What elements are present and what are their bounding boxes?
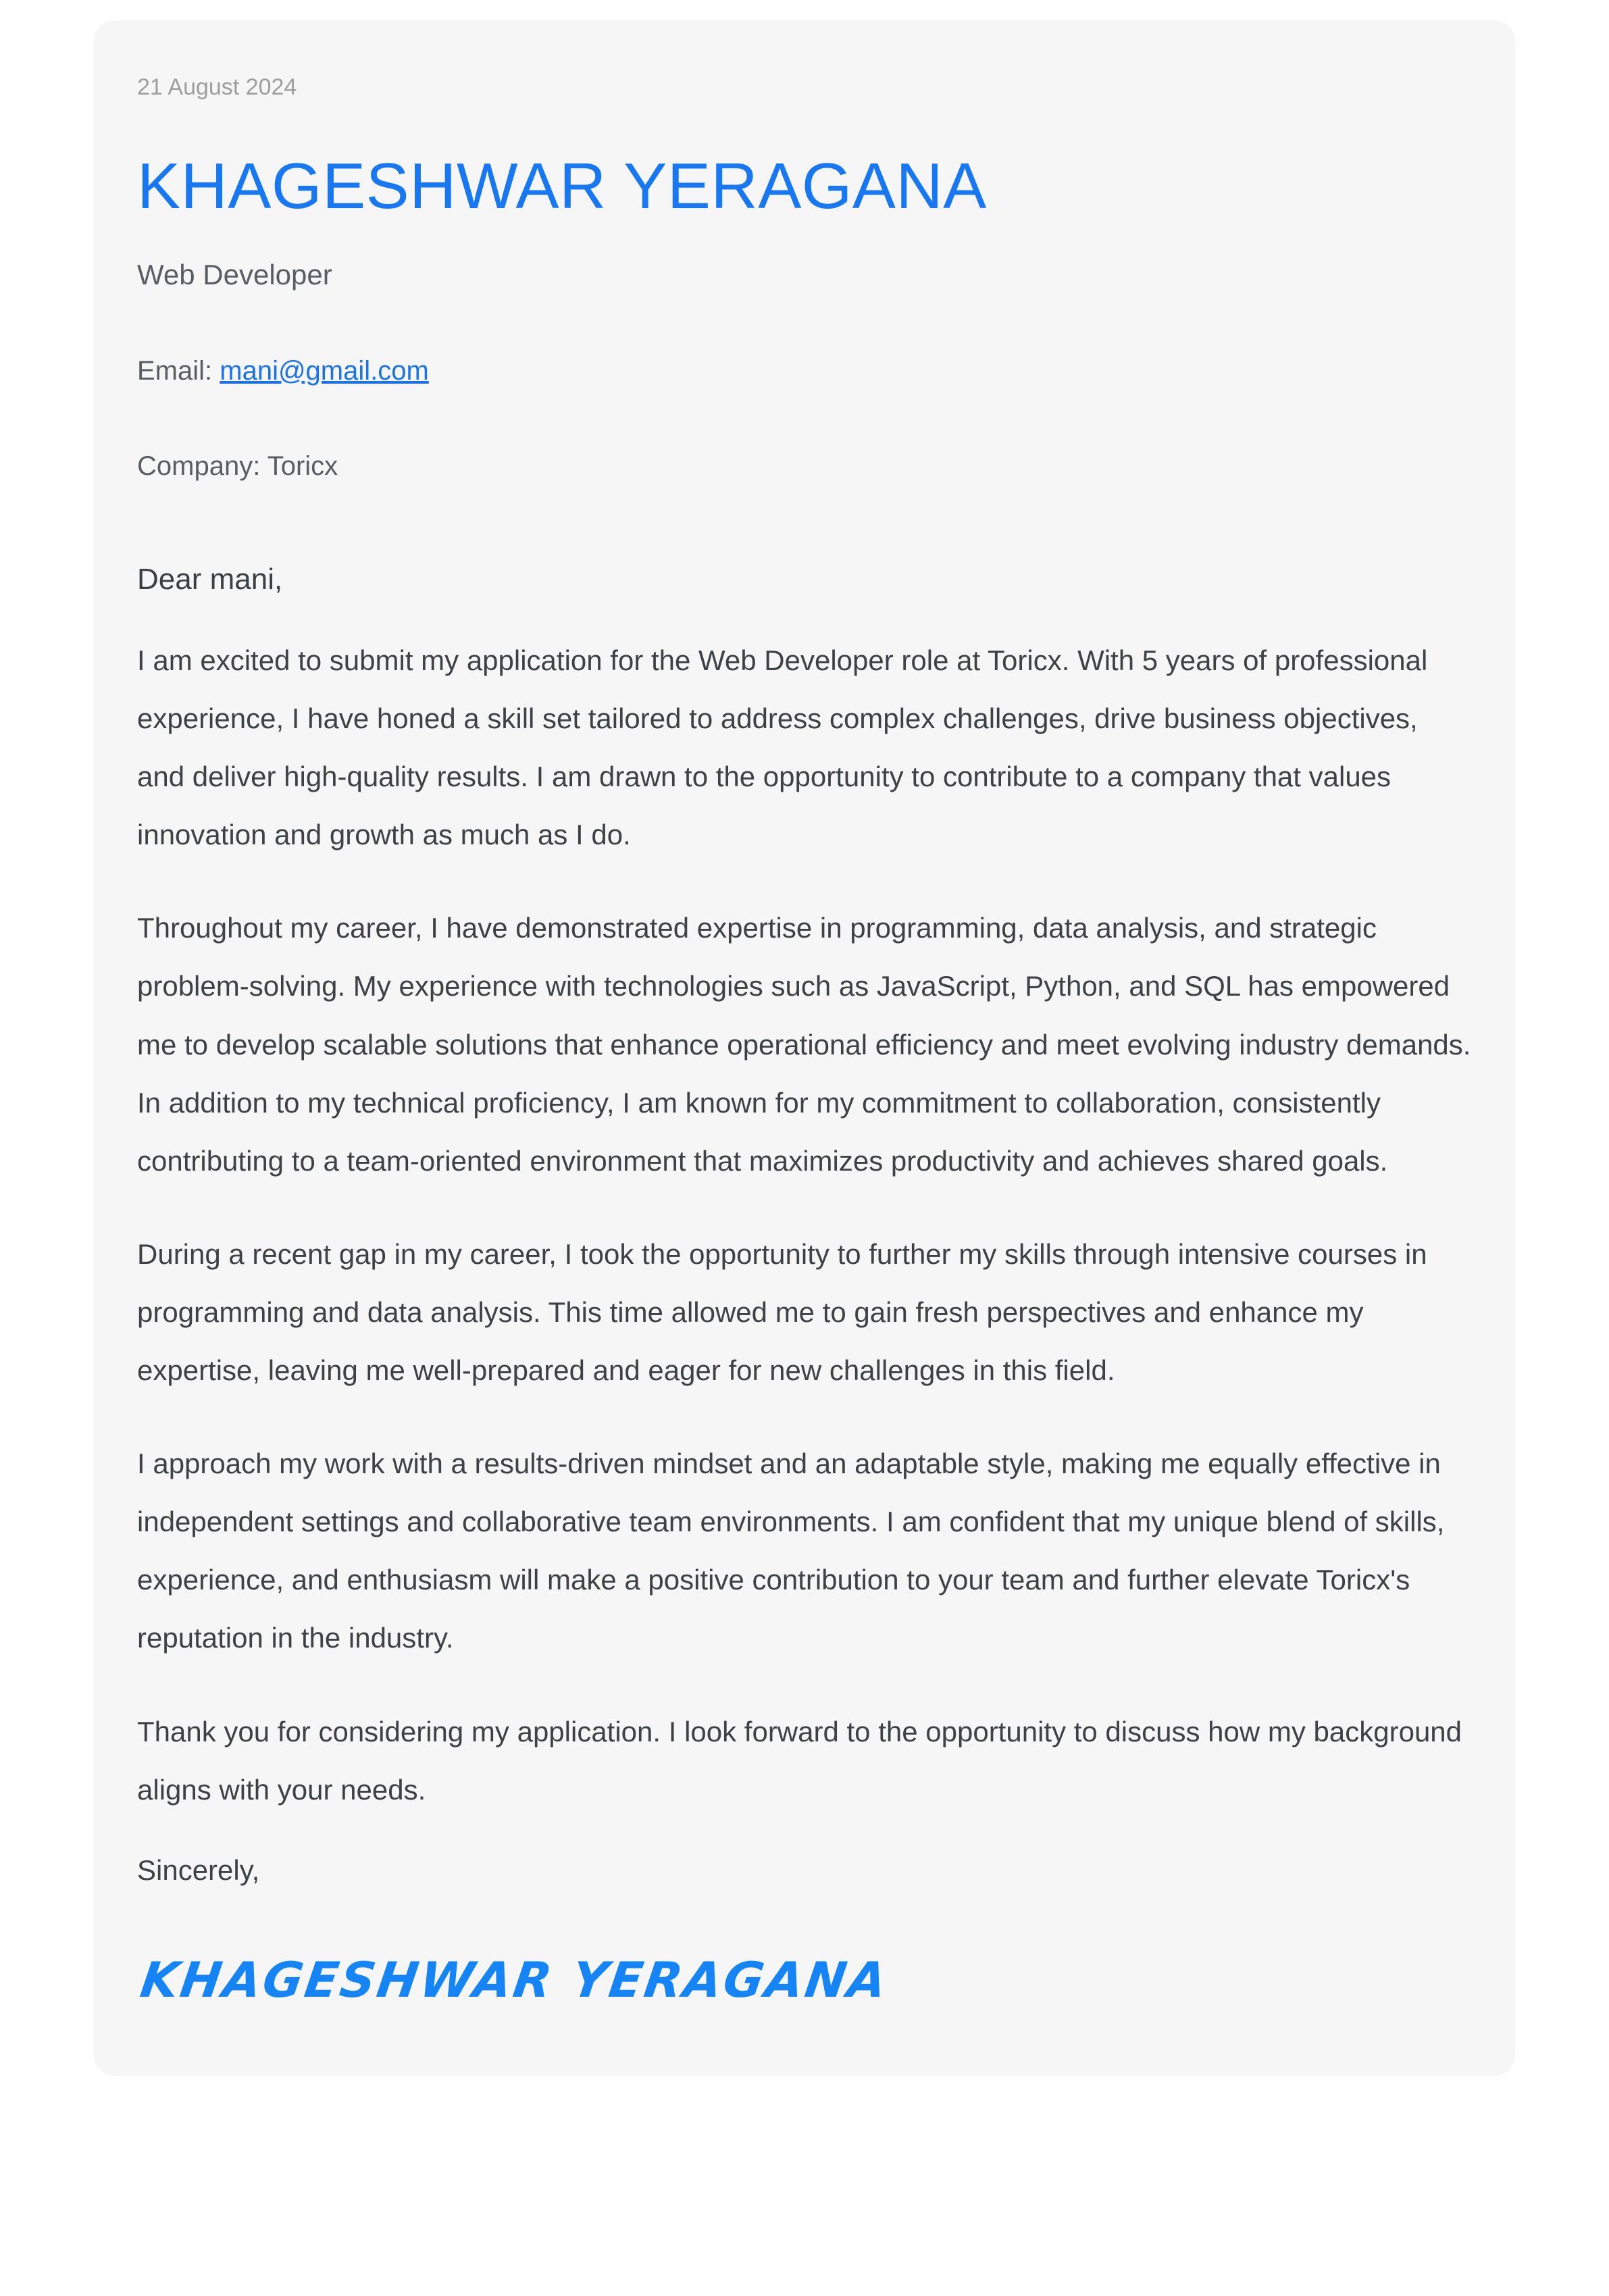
- email-label: Email:: [137, 356, 220, 386]
- signature: KHAGESHWAR YERAGANA: [137, 1951, 892, 2008]
- letter-paragraph: During a recent gap in my career, I took the opportunity to further my skills through intensive courses in programming and data analysis. This time allowed me to gain fresh perspectives and enhance my expertise, leaving me well-prepared and eager for new challenges in this field.: [137, 1238, 1427, 1387]
- role-subtitle: Web Developer: [137, 259, 332, 290]
- letter-paragraph: I am excited to submit my application for the Web Developer role at Toricx. With 5 years of professional experience, I have honed a skill set tailored to address complex challenges, drive business objectives, and deliver high-quality results. I am drawn to the opportunity to contribute to a company that values innovation and growth as much as I do.: [137, 644, 1428, 851]
- page: [0, 20, 1609, 2296]
- salutation: Dear mani,: [137, 563, 283, 596]
- company-name: Toricx: [267, 451, 338, 481]
- letter-paragraph: Thank you for considering my application. I look forward to the opportunity to discuss how my background aligns with your needs.: [137, 1715, 1462, 1806]
- company-line: [137, 451, 1472, 482]
- letter-paragraph: Throughout my career, I have demonstrated expertise in programming, data analysis, and strategic problem-solving. My experience with technologies such as JavaScript, Python, and SQL has empowered me to develop scalable solutions that enhance operational efficiency and meet evolving industry demands. In addition to my technical proficiency, I am known for my commitment to collaboration, consistently contributing to a team-oriented environment that maximizes productivity and achieves shared goals.: [137, 912, 1471, 1177]
- email-line: [137, 356, 1472, 386]
- letter-paragraph: I approach my work with a results-driven mindset and an adaptable style, making me equally effective in independent settings and collaborative team environments. I am confident that my unique blend of skills, experience, and enthusiasm will make a positive contribution to your team and further elevate Toricx's reputation in the industry.: [137, 1448, 1445, 1654]
- applicant-name-heading: KHAGESHWAR YERAGANA: [137, 150, 987, 222]
- letter-date: 21 August 2024: [137, 74, 297, 100]
- email-link[interactable]: mani@gmail.com: [220, 356, 429, 386]
- company-label: Company:: [137, 451, 267, 481]
- letter-card: [94, 20, 1515, 2076]
- closing: Sincerely,: [137, 1854, 260, 1886]
